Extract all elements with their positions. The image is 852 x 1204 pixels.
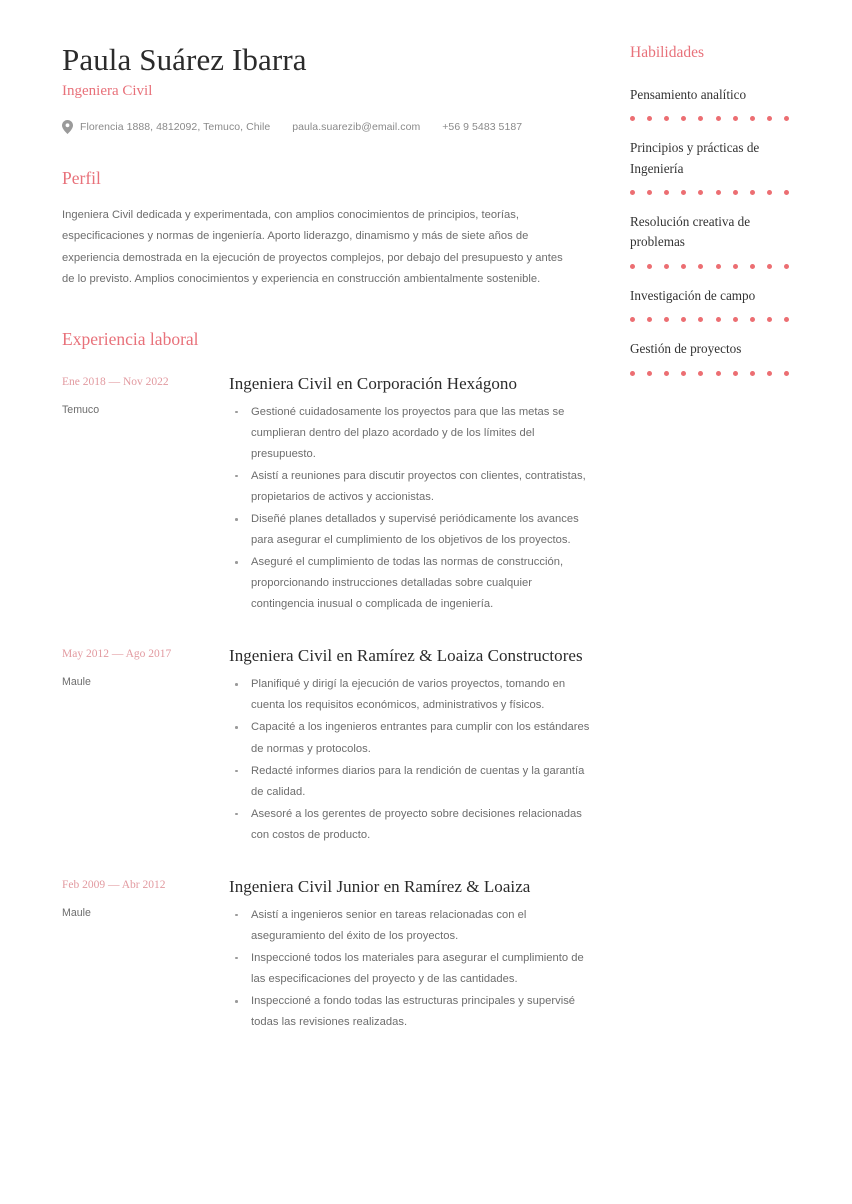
skill-dot-rule bbox=[630, 190, 789, 195]
experience-list bbox=[62, 372, 592, 1035]
separator-dot bbox=[630, 371, 635, 376]
skill-label: Principios y prácticas de Ingeniería bbox=[630, 140, 760, 176]
separator-dot bbox=[664, 190, 669, 195]
list-item: Aseguré el cumplimiento de todas las normas de construcción, proporcionando instrucciones detalladas sobre cualquier contingencia inusual o complicada de ingeniería. bbox=[229, 552, 592, 615]
separator-dot bbox=[698, 264, 703, 269]
skill-dot-rule bbox=[630, 317, 789, 322]
skills-section-heading: Habilidades bbox=[630, 44, 705, 61]
separator-dot bbox=[784, 371, 789, 376]
separator-dot bbox=[733, 116, 738, 121]
list-item: Inspeccioné a fondo todas las estructuras principales y supervisé todas las revisiones realizadas. bbox=[229, 991, 592, 1033]
separator-dot bbox=[630, 116, 635, 121]
map-pin-icon bbox=[62, 120, 73, 134]
entry-bullet-list bbox=[229, 905, 592, 1033]
separator-dot bbox=[733, 317, 738, 322]
entry-location: Temuco bbox=[62, 403, 100, 416]
separator-dot bbox=[664, 116, 669, 121]
separator-dot bbox=[698, 190, 703, 195]
separator-dot bbox=[716, 116, 721, 121]
separator-dot bbox=[733, 190, 738, 195]
separator-dot bbox=[698, 371, 703, 376]
separator-dot bbox=[750, 190, 755, 195]
contact-address-text: Florencia 1888, 4812092, Temuco, Chile bbox=[80, 120, 271, 133]
separator-dot bbox=[647, 264, 652, 269]
skill-item bbox=[630, 286, 800, 322]
separator-dot bbox=[767, 190, 772, 195]
list-item: Asesoré a los gerentes de proyecto sobre decisiones relacionadas con costos de producto. bbox=[229, 804, 592, 846]
skill-label: Pensamiento analítico bbox=[630, 86, 747, 102]
skill-item bbox=[630, 339, 800, 375]
separator-dot bbox=[750, 116, 755, 121]
entry-title: Ingeniera Civil en Ramírez & Loaiza Constructores bbox=[229, 646, 583, 666]
separator-dot bbox=[750, 264, 755, 269]
separator-dot bbox=[647, 371, 652, 376]
entry-date: May 2012 — Ago 2017 bbox=[62, 648, 172, 661]
contact-phone[interactable] bbox=[442, 121, 522, 133]
separator-dot bbox=[750, 317, 755, 322]
separator-dot bbox=[767, 264, 772, 269]
skill-dot-rule bbox=[630, 371, 789, 376]
list-item: Capacité a los ingenieros entrantes para cumplir con los estándares de normas y protocolos. bbox=[229, 717, 592, 759]
separator-dot bbox=[716, 264, 721, 269]
skills-sidebar bbox=[630, 40, 800, 1204]
entry-meta bbox=[62, 372, 229, 617]
experience-entry bbox=[62, 372, 592, 617]
separator-dot bbox=[647, 317, 652, 322]
contact-email[interactable] bbox=[292, 121, 420, 133]
separator-dot bbox=[767, 116, 772, 121]
entry-date: Ene 2018 — Nov 2022 bbox=[62, 375, 169, 388]
list-item: Redacté informes diarios para la rendición de cuentas y la garantía de calidad. bbox=[229, 761, 592, 803]
list-item: Inspeccioné todos los materiales para asegurar el cumplimiento de las especificaciones del proyecto y de las cantidades. bbox=[229, 948, 592, 990]
separator-dot bbox=[784, 116, 789, 121]
list-item: Planifiqué y dirigí la ejecución de varios proyectos, tomando en cuenta los requisitos económicos, administrativos y físicos. bbox=[229, 674, 592, 716]
entry-meta bbox=[62, 875, 229, 1034]
separator-dot bbox=[681, 371, 686, 376]
separator-dot bbox=[698, 116, 703, 121]
separator-dot bbox=[733, 264, 738, 269]
entry-location: Maule bbox=[62, 676, 91, 689]
separator-dot bbox=[716, 371, 721, 376]
separator-dot bbox=[716, 190, 721, 195]
list-item: Gestioné cuidadosamente los proyectos para que las metas se cumplieran dentro del plazo acordado y de los límites del presupuesto. bbox=[229, 402, 592, 465]
separator-dot bbox=[767, 317, 772, 322]
entry-title: Ingeniera Civil en Corporación Hexágono bbox=[229, 373, 518, 393]
experience-entry bbox=[62, 644, 592, 847]
separator-dot bbox=[784, 264, 789, 269]
contact-row bbox=[62, 120, 592, 134]
separator-dot bbox=[681, 264, 686, 269]
profile-section-heading: Perfil bbox=[62, 167, 101, 188]
skill-dot-rule bbox=[630, 264, 789, 269]
entry-date: Feb 2009 — Abr 2012 bbox=[62, 878, 166, 891]
separator-dot bbox=[630, 190, 635, 195]
skill-dot-rule bbox=[630, 116, 789, 121]
experience-section-heading: Experiencia laboral bbox=[62, 328, 199, 349]
main-column bbox=[62, 40, 592, 1204]
separator-dot bbox=[681, 317, 686, 322]
separator-dot bbox=[647, 190, 652, 195]
separator-dot bbox=[630, 264, 635, 269]
list-item: Diseñé planes detallados y supervisé periódicamente los avances para asegurar el cumplimiento de los objetivos de los proyectos. bbox=[229, 509, 592, 551]
contact-email-text[interactable]: paula.suarezib@email.com bbox=[292, 120, 421, 133]
separator-dot bbox=[681, 116, 686, 121]
separator-dot bbox=[767, 371, 772, 376]
separator-dot bbox=[647, 116, 652, 121]
skill-label: Investigación de campo bbox=[630, 287, 756, 303]
experience-entry bbox=[62, 875, 592, 1034]
separator-dot bbox=[630, 317, 635, 322]
entry-location: Maule bbox=[62, 906, 91, 919]
skill-label: Resolución creativa de problemas bbox=[630, 213, 751, 250]
headline-job-title: Ingeniera Civil bbox=[62, 82, 153, 99]
separator-dot bbox=[681, 190, 686, 195]
skill-item bbox=[630, 85, 800, 121]
separator-dot bbox=[664, 264, 669, 269]
separator-dot bbox=[716, 317, 721, 322]
separator-dot bbox=[784, 190, 789, 195]
skill-item bbox=[630, 138, 800, 195]
page-title: Paula Suárez Ibarra bbox=[62, 42, 307, 77]
contact-address bbox=[62, 120, 270, 134]
entry-meta bbox=[62, 644, 229, 847]
entry-body bbox=[229, 875, 592, 1034]
list-item: Asistí a reuniones para discutir proyectos con clientes, contratistas, propietarios de activos y accionistas. bbox=[229, 466, 592, 508]
entry-title: Ingeniera Civil Junior en Ramírez & Loaiza bbox=[229, 876, 531, 896]
separator-dot bbox=[733, 371, 738, 376]
profile-text: Ingeniera Civil dedicada y experimentada, con amplios conocimientos de principios, teorías, especificaciones y normas de ingeniería. Aporto liderazgo, dinamismo y más de siete años de experiencia demostrada en la ejecución de proyectos complejos, por debajo del presupuesto y antes de lo previsto. Amplios conocimientos y experiencia en construcción ambientalmente sostenible. bbox=[62, 208, 563, 286]
separator-dot bbox=[664, 371, 669, 376]
entry-body bbox=[229, 372, 592, 617]
skill-item bbox=[630, 212, 800, 269]
skill-label: Gestión de proyectos bbox=[630, 341, 742, 357]
entry-bullet-list bbox=[229, 402, 592, 615]
separator-dot bbox=[698, 317, 703, 322]
contact-phone-text[interactable]: +56 9 5483 5187 bbox=[442, 120, 523, 133]
entry-bullet-list bbox=[229, 674, 592, 845]
list-item: Asistí a ingenieros senior en tareas relacionadas con el aseguramiento del éxito de los proyectos. bbox=[229, 905, 592, 947]
entry-body bbox=[229, 644, 592, 847]
separator-dot bbox=[664, 317, 669, 322]
separator-dot bbox=[750, 371, 755, 376]
separator-dot bbox=[784, 317, 789, 322]
